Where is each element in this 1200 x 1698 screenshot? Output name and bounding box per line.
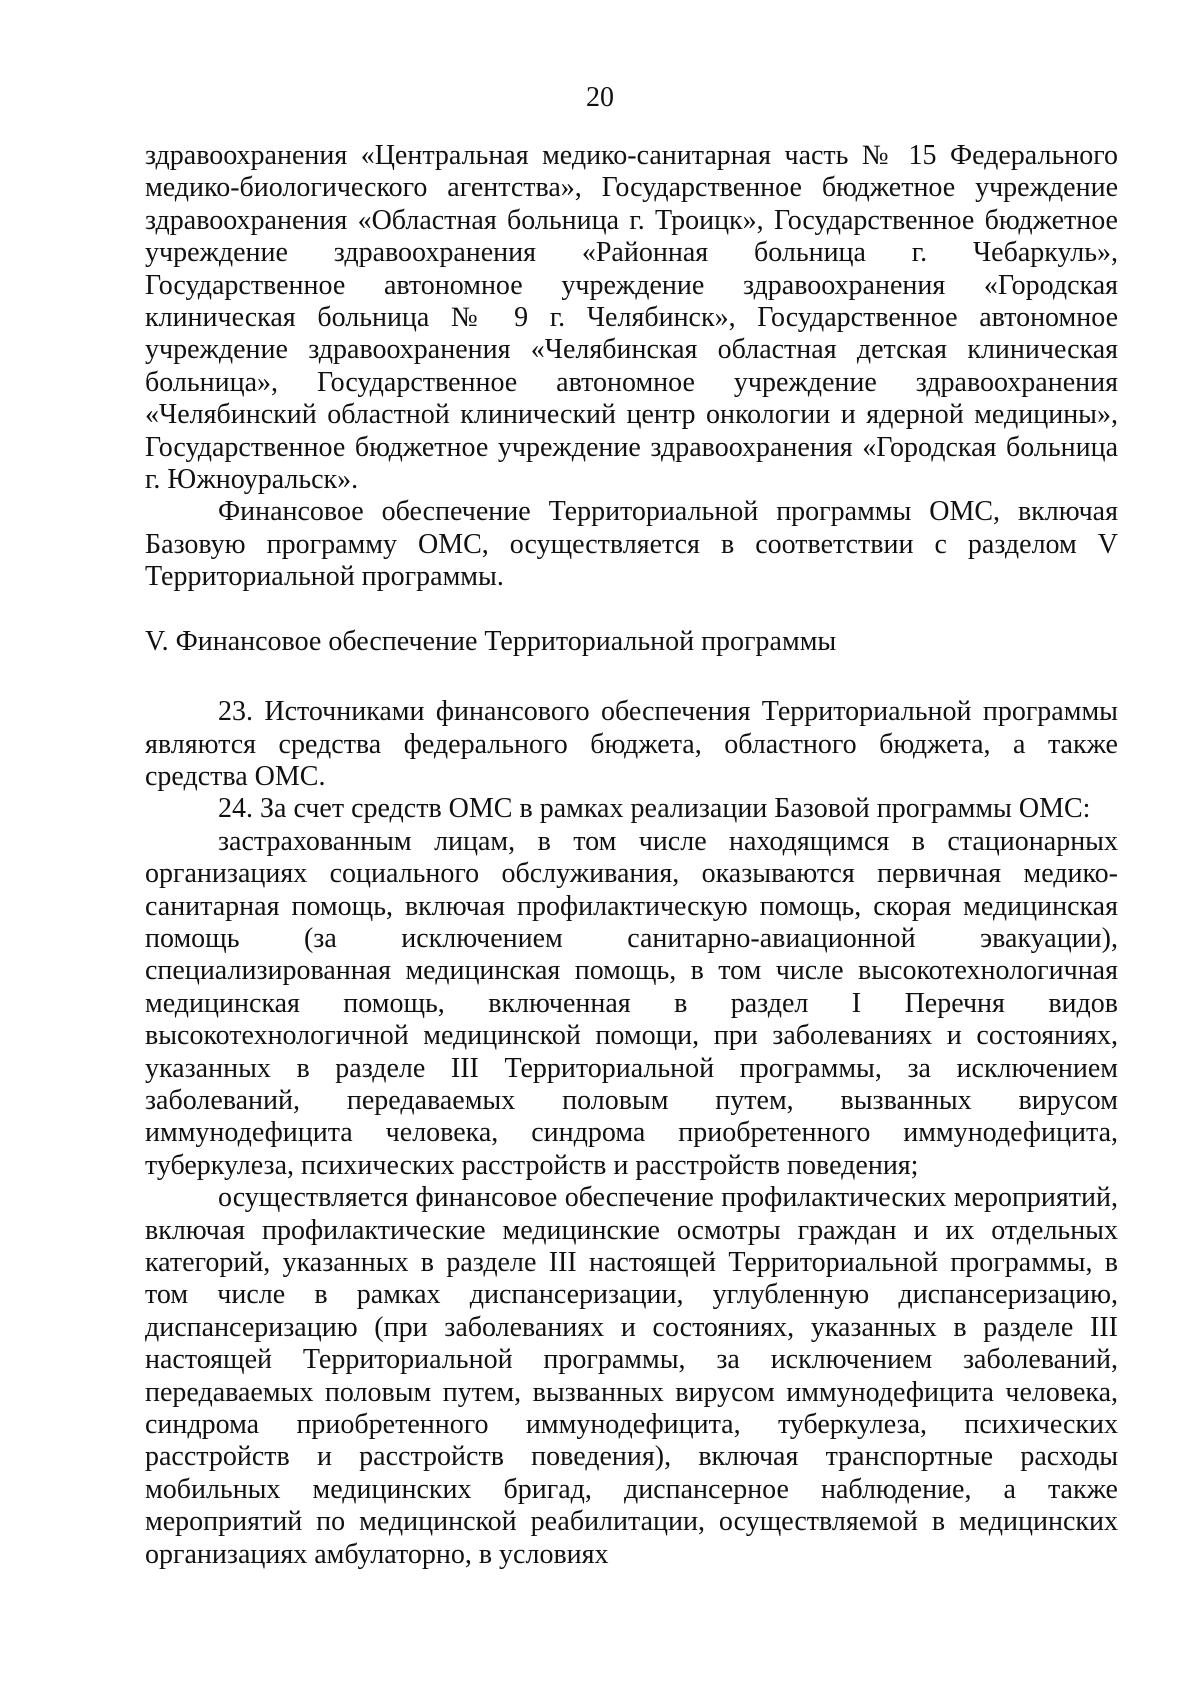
document-body [145, 140, 1118, 1571]
section-heading: V. Финансовое обеспечение Территориальной программы [145, 625, 837, 657]
page-number: 20 [586, 82, 614, 113]
paragraph-financing-reference: Финансовое обеспечение Территориальной программы ОМС, включая Базовую программу ОМС, осуществляется в соответствии с разделом V Территориальной программы. [145, 496, 1118, 593]
paragraph-insured-persons: застрахованным лицам, в том числе находящимся в стационарных организациях социального обслуживания, оказываются первичная медико-санитарная помощь, включая профилактическую помощь, скорая медицинская помощь (за исключением санитарно-авиационной эвакуации), специализированная медицинская помощь, в том числе высокотехнологичная медицинская помощь, включенная в раздел I Перечня видов высокотехнологичной медицинской помощи, при заболеваниях и состояниях, указанных в разделе III Территориальной программы, за исключением заболеваний, передаваемых половым путем, вызванных вирусом иммунодефицита человека, синдрома приобретенного иммунодефицита, туберкулеза, психических расстройств и расстройств поведения; [145, 825, 1118, 1181]
paragraph-institutions-continued: здравоохранения «Центральная медико-санитарная часть № 15 Федерального медико-биологического агентства», Государственное бюджетное учреждение здравоохранения «Областная больница г. Троицк», Государственное бюджетное учреждение здравоохранения «Районная больница г. Чебаркуль», Государственное автономное учреждение здравоохранения «Городская клиническая больница № 9 г. Челябинск», Государственное автономное учреждение здравоохранения «Челябинская областная детская клиническая больница», Государственное автономное учреждение здравоохранения «Челябинский областной клинический центр онкологии и ядерной медицины», Государственное бюджетное учреждение здравоохранения «Городская больница г. Южноуральск». [145, 140, 1118, 496]
paragraph-preventive-measures: осуществляется финансовое обеспечение профилактических мероприятий, включая профилактические медицинские осмотры граждан и их отдельных категорий, указанных в разделе III настоящей Территориальной программы, в том числе в рамках диспансеризации, углубленную диспансеризацию, диспансеризацию (при заболеваниях и состояниях, указанных в разделе III настоящей Территориальной программы, за исключением заболеваний, передаваемых половым путем, вызванных вирусом иммунодефицита человека, синдрома приобретенного иммунодефицита, туберкулеза, психических расстройств и расстройств поведения), включая транспортные расходы мобильных медицинских бригад, диспансерное наблюдение, а также мероприятий по медицинской реабилитации, осуществляемой в медицинских организациях амбулаторно, в условиях [145, 1182, 1118, 1570]
paragraph-24-intro: 24. За счет средств ОМС в рамках реализации Базовой программы ОМС: [218, 793, 1091, 825]
paragraph-23-sources: 23. Источниками финансового обеспечения Территориальной программы являются средства федерального бюджета, областного бюджета, а также средства ОМС. [145, 696, 1118, 792]
